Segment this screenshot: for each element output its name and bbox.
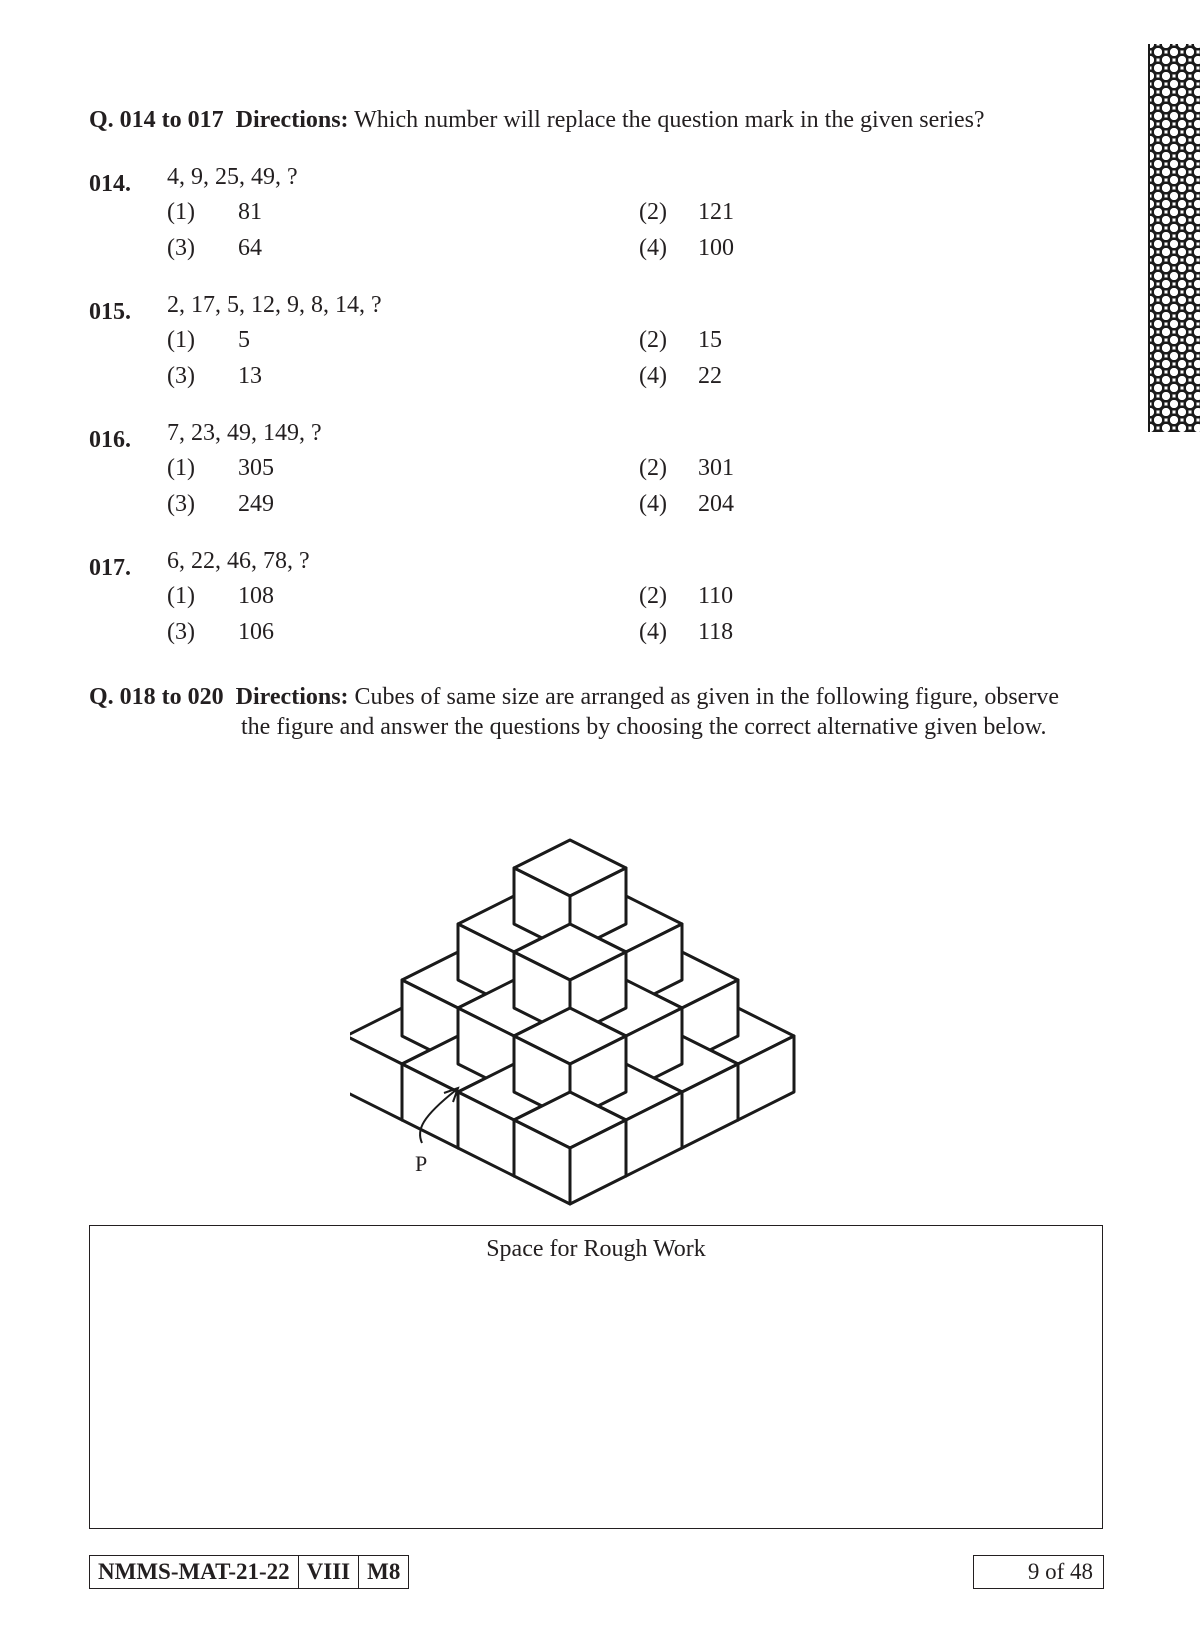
question-stem: 6, 22, 46, 78, ? [167,548,310,574]
question-stem: 4, 9, 25, 49, ? [167,164,298,190]
rough-work-title: Space for Rough Work [486,1236,706,1262]
option-number: (2) [639,583,667,609]
directions-text: Which number will replace the question mark in the given series? [354,107,985,133]
option-number: (3) [167,235,195,261]
option-number: (4) [639,235,667,261]
option-value: 5 [238,327,250,353]
option-value: 64 [238,235,262,261]
option-value: 13 [238,363,262,389]
option-number: (1) [167,199,195,225]
option-value: 106 [238,619,274,645]
option-value: 81 [238,199,262,225]
option-value: 15 [698,327,722,353]
directions-label: Directions: [235,107,349,133]
cube-group [350,840,794,1204]
option-number: (3) [167,491,195,517]
cube-pyramid-figure [350,745,840,1220]
directions-range: Q. 014 to 017 [89,107,224,133]
footer-class: VIII [298,1556,358,1588]
rough-work-box [89,1225,1103,1529]
footer-set: M8 [358,1556,408,1588]
directions-range: Q. 018 to 020 [89,684,224,710]
option-number: (4) [639,363,667,389]
option-number: (1) [167,455,195,481]
option-value: 110 [698,583,734,609]
decorative-border-strip [1148,44,1200,432]
option-value: 22 [698,363,722,389]
question-number: 014. [89,171,131,197]
question-number: 017. [89,555,131,581]
option-value: 301 [698,455,734,481]
option-number: (2) [639,327,667,353]
question-number: 015. [89,299,131,325]
option-number: (1) [167,327,195,353]
question-stem: 2, 17, 5, 12, 9, 8, 14, ? [167,292,382,318]
footer-page-number: 9 of 48 [973,1555,1104,1589]
directions-text-line1: Cubes of same size are arranged as given in the following figure, observe [354,684,1059,710]
option-number: (2) [639,455,667,481]
option-number: (4) [639,491,667,517]
option-number: (4) [639,619,667,645]
footer-exam-code: NMMS-MAT-21-22 [98,1559,290,1584]
option-number: (3) [167,363,195,389]
option-number: (3) [167,619,195,645]
directions-018-020 [89,682,1059,712]
directions-014-017 [89,105,1109,135]
pointer-label-p: P [415,1151,428,1176]
question-number: 016. [89,427,131,453]
option-value: 305 [238,455,274,481]
option-value: 121 [698,199,734,225]
directions-label: Directions: [235,684,349,710]
option-value: 249 [238,491,274,517]
option-number: (1) [167,583,195,609]
option-value: 204 [698,491,734,517]
option-value: 118 [698,619,734,645]
directions-018-020-line2: the figure and answer the questions by choosing the correct alternative given below. [241,714,1047,740]
option-value: 100 [698,235,734,261]
option-number: (2) [639,199,667,225]
footer-paper-code [89,1555,409,1589]
question-stem: 7, 23, 49, 149, ? [167,420,322,446]
option-value: 108 [238,583,274,609]
